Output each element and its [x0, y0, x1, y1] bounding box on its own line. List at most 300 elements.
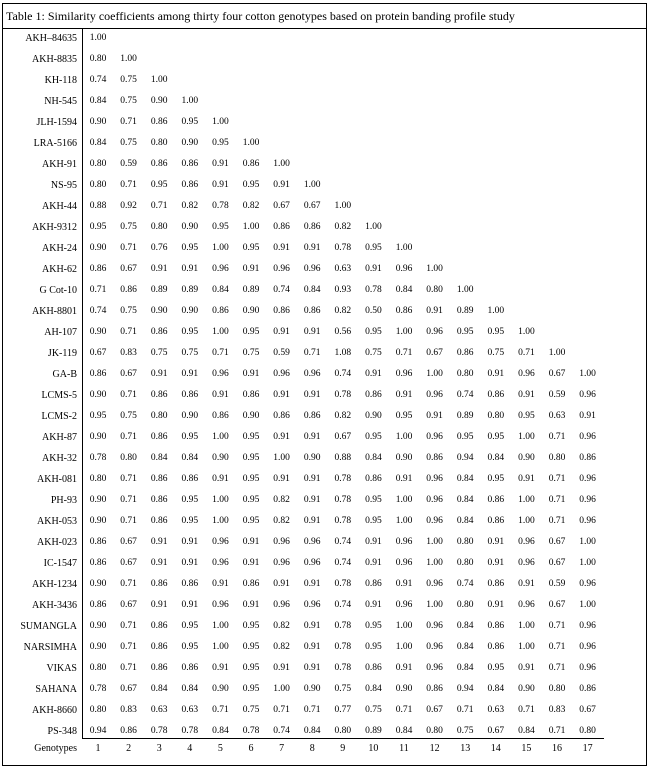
- similarity-value: 0.71: [120, 621, 137, 631]
- similarity-value: 0.86: [273, 411, 290, 421]
- similarity-value: 0.84: [181, 684, 199, 694]
- similarity-value: 1.00: [395, 432, 413, 442]
- similarity-value: 0.91: [395, 579, 413, 589]
- column-header: 15: [521, 743, 532, 754]
- similarity-value: 0.84: [456, 474, 474, 484]
- similarity-value: 0.78: [89, 453, 107, 463]
- similarity-value: 1.00: [365, 222, 382, 232]
- similarity-value: 0.71: [212, 705, 229, 715]
- similarity-value: 1.00: [426, 600, 443, 610]
- similarity-value: 0.80: [548, 453, 566, 463]
- similarity-value: 1.00: [181, 96, 199, 106]
- table-row: [0, 322, 650, 343]
- similarity-value: 0.96: [273, 558, 290, 568]
- genotype-label: NH-545: [44, 96, 77, 107]
- genotype-label: AKH-32: [42, 453, 77, 464]
- similarity-value: 0.67: [426, 348, 443, 358]
- similarity-value: 0.95: [242, 180, 260, 190]
- similarity-value: 0.84: [181, 453, 199, 463]
- similarity-value: 0.91: [395, 474, 413, 484]
- similarity-value: 0.84: [303, 726, 321, 736]
- similarity-value: 0.91: [395, 663, 413, 673]
- table-row: [0, 658, 650, 679]
- genotype-label: AKH-023: [37, 537, 77, 548]
- similarity-value: 0.91: [518, 390, 535, 400]
- similarity-value: 0.78: [334, 642, 352, 652]
- table-row: [0, 574, 650, 595]
- similarity-value: 0.67: [426, 705, 443, 715]
- similarity-value: 0.74: [334, 600, 352, 610]
- similarity-value: 1.00: [212, 243, 229, 253]
- similarity-value: 0.91: [365, 558, 382, 568]
- genotype-label: AKH-8801: [32, 306, 77, 317]
- table-row: [0, 70, 650, 91]
- column-header: 12: [429, 743, 440, 754]
- similarity-value: 0.86: [365, 579, 382, 589]
- similarity-value: 0.83: [548, 705, 566, 715]
- similarity-value: 1.00: [518, 642, 535, 652]
- similarity-value: 0.96: [273, 369, 290, 379]
- similarity-value: 0.78: [212, 201, 229, 211]
- similarity-value: 0.84: [487, 453, 505, 463]
- similarity-value: 0.91: [150, 264, 168, 274]
- similarity-value: 0.84: [303, 285, 321, 295]
- similarity-value: 0.96: [579, 432, 596, 442]
- similarity-value: 0.71: [548, 642, 566, 652]
- similarity-value: 0.91: [303, 432, 321, 442]
- similarity-value: 0.71: [150, 201, 168, 211]
- similarity-value: 0.84: [212, 726, 229, 736]
- similarity-value: 0.96: [212, 264, 229, 274]
- similarity-value: 0.75: [365, 705, 382, 715]
- similarity-value: 1.00: [334, 201, 352, 211]
- similarity-value: 0.91: [303, 579, 321, 589]
- similarity-value: 0.59: [548, 390, 566, 400]
- similarity-value: 0.95: [181, 495, 199, 505]
- similarity-value: 0.84: [456, 642, 474, 652]
- similarity-value: 0.91: [273, 180, 290, 190]
- column-header-divider: [82, 738, 604, 739]
- similarity-value: 0.90: [89, 621, 107, 631]
- similarity-value: 0.78: [334, 390, 352, 400]
- similarity-value: 0.75: [456, 726, 474, 736]
- similarity-value: 1.00: [426, 369, 443, 379]
- similarity-value: 0.78: [150, 726, 168, 736]
- similarity-value: 0.95: [242, 495, 260, 505]
- similarity-value: 0.91: [242, 558, 260, 568]
- genotype-label: SUMANGLA: [20, 621, 77, 632]
- similarity-value: 0.95: [181, 432, 199, 442]
- similarity-value: 0.67: [548, 600, 566, 610]
- similarity-value: 0.95: [365, 642, 382, 652]
- table-row: [0, 133, 650, 154]
- similarity-value: 0.95: [365, 432, 382, 442]
- similarity-value: 0.91: [365, 600, 382, 610]
- similarity-value: 0.86: [487, 621, 505, 631]
- similarity-value: 0.86: [212, 306, 229, 316]
- similarity-value: 1.00: [150, 75, 168, 85]
- similarity-value: 0.75: [120, 96, 137, 106]
- similarity-value: 0.96: [395, 264, 413, 274]
- similarity-value: 0.86: [426, 453, 443, 463]
- similarity-value: 0.86: [89, 558, 107, 568]
- similarity-value: 0.63: [181, 705, 199, 715]
- similarity-value: 0.74: [334, 369, 352, 379]
- similarity-value: 0.95: [487, 663, 505, 673]
- similarity-value: 0.96: [426, 390, 443, 400]
- similarity-value: 0.71: [120, 432, 137, 442]
- similarity-value: 0.96: [303, 369, 321, 379]
- similarity-value: 0.95: [242, 642, 260, 652]
- similarity-value: 0.75: [150, 348, 168, 358]
- similarity-value: 0.96: [212, 369, 229, 379]
- similarity-value: 0.78: [334, 579, 352, 589]
- similarity-value: 0.86: [487, 516, 505, 526]
- similarity-value: 0.82: [273, 621, 290, 631]
- similarity-value: 0.71: [395, 705, 413, 715]
- similarity-value: 0.91: [212, 663, 229, 673]
- similarity-value: 0.91: [212, 579, 229, 589]
- table-row: [0, 532, 650, 553]
- table-row: [0, 154, 650, 175]
- similarity-value: 0.84: [89, 138, 107, 148]
- similarity-value: 0.95: [181, 621, 199, 631]
- similarity-value: 0.95: [518, 411, 535, 421]
- similarity-value: 0.71: [548, 432, 566, 442]
- similarity-value: 0.84: [212, 285, 229, 295]
- similarity-value: 0.91: [242, 600, 260, 610]
- similarity-value: 0.75: [365, 348, 382, 358]
- similarity-value: 0.95: [456, 432, 474, 442]
- similarity-value: 0.75: [120, 222, 137, 232]
- similarity-value: 0.78: [334, 516, 352, 526]
- similarity-value: 0.86: [487, 642, 505, 652]
- similarity-value: 0.91: [273, 579, 290, 589]
- similarity-value: 0.86: [150, 390, 168, 400]
- similarity-value: 0.91: [273, 390, 290, 400]
- similarity-value: 0.96: [579, 642, 596, 652]
- similarity-value: 0.89: [456, 306, 474, 316]
- similarity-value: 0.95: [212, 138, 229, 148]
- similarity-value: 0.91: [487, 537, 505, 547]
- similarity-value: 0.91: [273, 474, 290, 484]
- similarity-value: 0.78: [334, 495, 352, 505]
- similarity-value: 0.86: [181, 579, 199, 589]
- similarity-value: 0.91: [303, 663, 321, 673]
- similarity-value: 0.86: [150, 516, 168, 526]
- similarity-value: 0.75: [120, 306, 137, 316]
- similarity-value: 0.86: [150, 579, 168, 589]
- similarity-value: 0.86: [303, 411, 321, 421]
- similarity-value: 0.86: [89, 537, 107, 547]
- similarity-value: 0.86: [395, 306, 413, 316]
- similarity-value: 0.82: [242, 201, 260, 211]
- similarity-value: 0.95: [181, 327, 199, 337]
- genotype-label: GA-B: [52, 369, 77, 380]
- similarity-value: 0.84: [395, 726, 413, 736]
- similarity-value: 0.84: [150, 684, 168, 694]
- similarity-value: 0.80: [120, 453, 137, 463]
- similarity-value: 0.67: [120, 684, 137, 694]
- similarity-value: 0.84: [150, 453, 168, 463]
- similarity-value: 0.96: [518, 537, 535, 547]
- similarity-value: 0.96: [518, 558, 535, 568]
- similarity-value: 0.71: [303, 348, 321, 358]
- similarity-value: 0.59: [120, 159, 137, 169]
- column-header: 2: [126, 743, 132, 754]
- similarity-value: 1.00: [456, 285, 474, 295]
- similarity-value: 0.77: [334, 705, 352, 715]
- similarity-value: 0.96: [579, 621, 596, 631]
- similarity-value: 0.91: [303, 327, 321, 337]
- similarity-value: 0.95: [242, 621, 260, 631]
- table-row: [0, 301, 650, 322]
- similarity-value: 1.00: [273, 684, 290, 694]
- similarity-value: 0.91: [212, 159, 229, 169]
- similarity-value: 0.86: [365, 663, 382, 673]
- similarity-value: 0.71: [456, 705, 474, 715]
- similarity-value: 0.95: [150, 180, 168, 190]
- column-header-label: Genotypes: [34, 743, 77, 754]
- similarity-value: 0.91: [181, 369, 199, 379]
- similarity-value: 0.90: [89, 516, 107, 526]
- similarity-value: 0.80: [456, 369, 474, 379]
- genotype-label: AKH-8835: [32, 54, 77, 65]
- similarity-value: 0.93: [334, 285, 352, 295]
- similarity-value: 0.80: [89, 705, 107, 715]
- similarity-value: 0.80: [334, 726, 352, 736]
- similarity-value: 0.89: [181, 285, 199, 295]
- genotype-label: LCMS-5: [41, 390, 77, 401]
- similarity-value: 0.86: [242, 579, 260, 589]
- column-header: 4: [187, 743, 193, 754]
- similarity-value: 0.86: [150, 327, 168, 337]
- similarity-value: 0.75: [120, 75, 137, 85]
- similarity-value: 0.71: [120, 327, 137, 337]
- column-header: 17: [582, 743, 593, 754]
- similarity-value: 0.71: [548, 516, 566, 526]
- similarity-value: 0.74: [273, 726, 290, 736]
- column-header: 8: [309, 743, 315, 754]
- similarity-value: 0.86: [303, 306, 321, 316]
- similarity-value: 0.96: [579, 579, 596, 589]
- similarity-value: 1.00: [212, 642, 229, 652]
- similarity-value: 0.95: [242, 432, 260, 442]
- similarity-value: 0.50: [365, 306, 382, 316]
- similarity-value: 0.80: [487, 411, 505, 421]
- similarity-value: 1.00: [518, 495, 535, 505]
- similarity-value: 0.91: [365, 264, 382, 274]
- genotype-label: AKH-081: [37, 474, 77, 485]
- table-row: [0, 511, 650, 532]
- similarity-value: 0.96: [518, 600, 535, 610]
- similarity-value: 0.86: [181, 159, 199, 169]
- similarity-value: 0.95: [212, 222, 229, 232]
- similarity-value: 0.86: [150, 159, 168, 169]
- similarity-value: 0.96: [395, 600, 413, 610]
- table-row: [0, 280, 650, 301]
- genotype-label: PS-348: [47, 726, 77, 737]
- genotype-label: AKH-62: [42, 264, 77, 275]
- similarity-value: 1.00: [273, 159, 290, 169]
- similarity-value: 0.96: [303, 537, 321, 547]
- similarity-value: 0.96: [426, 621, 443, 631]
- similarity-value: 0.96: [303, 558, 321, 568]
- similarity-value: 0.95: [181, 642, 199, 652]
- table-row: [0, 49, 650, 70]
- table-row: [0, 175, 650, 196]
- table-row: [0, 196, 650, 217]
- similarity-value: 1.00: [518, 516, 535, 526]
- similarity-value: 0.86: [181, 390, 199, 400]
- similarity-value: 0.86: [456, 348, 474, 358]
- similarity-value: 0.80: [89, 54, 107, 64]
- similarity-value: 0.78: [89, 684, 107, 694]
- similarity-value: 0.95: [456, 327, 474, 337]
- similarity-value: 0.91: [426, 306, 443, 316]
- column-header: 1: [95, 743, 101, 754]
- similarity-value: 0.95: [242, 684, 260, 694]
- similarity-value: 0.82: [273, 516, 290, 526]
- similarity-value: 1.00: [487, 306, 505, 316]
- similarity-value: 0.71: [212, 348, 229, 358]
- similarity-value: 0.95: [242, 516, 260, 526]
- similarity-value: 0.74: [456, 390, 474, 400]
- similarity-value: 0.71: [120, 180, 137, 190]
- similarity-value: 0.95: [242, 474, 260, 484]
- similarity-value: 0.80: [579, 726, 596, 736]
- similarity-value: 0.90: [89, 243, 107, 253]
- similarity-value: 0.90: [518, 453, 535, 463]
- similarity-value: 0.96: [579, 495, 596, 505]
- similarity-value: 0.76: [150, 243, 168, 253]
- similarity-value: 0.96: [303, 264, 321, 274]
- genotype-label: AKH-91: [42, 159, 77, 170]
- similarity-value: 0.91: [579, 411, 596, 421]
- table-row: [0, 217, 650, 238]
- genotype-label: AKH-3436: [32, 600, 77, 611]
- similarity-value: 0.86: [242, 390, 260, 400]
- similarity-value: 0.67: [120, 369, 137, 379]
- similarity-value: 0.95: [365, 621, 382, 631]
- genotype-label: VIKAS: [46, 663, 77, 674]
- similarity-value: 0.91: [242, 264, 260, 274]
- similarity-value: 0.86: [242, 159, 260, 169]
- similarity-value: 0.90: [242, 306, 260, 316]
- similarity-value: 0.91: [212, 474, 229, 484]
- similarity-value: 0.90: [518, 684, 535, 694]
- genotype-label: JK-119: [47, 348, 77, 359]
- similarity-value: 1.00: [518, 432, 535, 442]
- similarity-value: 0.82: [273, 495, 290, 505]
- similarity-value: 0.71: [120, 390, 137, 400]
- similarity-value: 0.67: [120, 558, 137, 568]
- similarity-value: 0.67: [548, 537, 566, 547]
- similarity-value: 0.91: [518, 474, 535, 484]
- similarity-value: 0.67: [120, 600, 137, 610]
- genotype-label: AKH-1234: [32, 579, 77, 590]
- similarity-value: 0.75: [242, 705, 260, 715]
- similarity-value: 0.86: [303, 222, 321, 232]
- similarity-value: 0.95: [89, 411, 107, 421]
- similarity-value: 1.00: [395, 495, 413, 505]
- similarity-value: 0.80: [150, 138, 168, 148]
- table-row: [0, 679, 650, 700]
- similarity-value: 0.91: [303, 642, 321, 652]
- similarity-value: 1.00: [212, 432, 229, 442]
- column-header: 16: [552, 743, 562, 754]
- similarity-value: 0.86: [120, 726, 137, 736]
- table-row: [0, 700, 650, 721]
- similarity-value: 0.91: [242, 537, 260, 547]
- similarity-value: 1.00: [579, 369, 596, 379]
- similarity-value: 0.78: [181, 726, 199, 736]
- similarity-value: 1.00: [548, 348, 566, 358]
- genotype-label: AKH-9312: [32, 222, 77, 233]
- similarity-value: 1.00: [242, 138, 260, 148]
- similarity-value: 0.96: [426, 327, 443, 337]
- similarity-value: 0.71: [120, 516, 137, 526]
- similarity-value: 0.84: [89, 96, 107, 106]
- similarity-value: 0.91: [273, 663, 290, 673]
- genotype-label: JLH-1594: [36, 117, 77, 128]
- similarity-value: 0.71: [120, 117, 137, 127]
- similarity-value: 0.80: [456, 558, 474, 568]
- similarity-value: 0.95: [365, 327, 382, 337]
- similarity-value: 0.91: [273, 432, 290, 442]
- similarity-value: 0.96: [426, 432, 443, 442]
- similarity-value: 0.84: [395, 285, 413, 295]
- similarity-value: 0.95: [181, 117, 199, 127]
- similarity-value: 0.78: [334, 243, 352, 253]
- similarity-value: 0.59: [273, 348, 290, 358]
- similarity-value: 1.00: [579, 600, 596, 610]
- similarity-value: 0.86: [181, 474, 199, 484]
- similarity-value: 0.94: [456, 453, 474, 463]
- column-header: 10: [368, 743, 379, 754]
- similarity-value: 0.84: [456, 516, 474, 526]
- similarity-value: 0.90: [181, 138, 199, 148]
- similarity-value: 0.96: [518, 369, 535, 379]
- genotype-label: PH-93: [50, 495, 77, 506]
- similarity-value: 0.67: [120, 537, 137, 547]
- similarity-value: 0.84: [365, 453, 382, 463]
- similarity-value: 0.92: [120, 201, 137, 211]
- genotype-label: AKH-24: [42, 243, 77, 254]
- similarity-value: 0.91: [303, 495, 321, 505]
- table-row: [0, 259, 650, 280]
- similarity-value: 0.86: [89, 600, 107, 610]
- similarity-value: 0.91: [150, 369, 168, 379]
- similarity-value: 0.71: [89, 285, 107, 295]
- column-header: 5: [217, 743, 223, 754]
- similarity-value: 0.80: [456, 600, 474, 610]
- similarity-value: 0.96: [273, 264, 290, 274]
- table-row: [0, 28, 650, 49]
- similarity-value: 0.91: [303, 621, 321, 631]
- similarity-value: 0.96: [395, 369, 413, 379]
- similarity-value: 0.95: [487, 432, 505, 442]
- similarity-value: 0.96: [426, 579, 443, 589]
- similarity-value: 0.82: [334, 411, 352, 421]
- similarity-value: 0.63: [334, 264, 352, 274]
- similarity-value: 0.91: [273, 327, 290, 337]
- similarity-value: 0.89: [365, 726, 382, 736]
- similarity-value: 0.96: [579, 390, 596, 400]
- table-row: [0, 637, 650, 658]
- similarity-value: 0.86: [487, 495, 505, 505]
- similarity-value: 0.71: [548, 495, 566, 505]
